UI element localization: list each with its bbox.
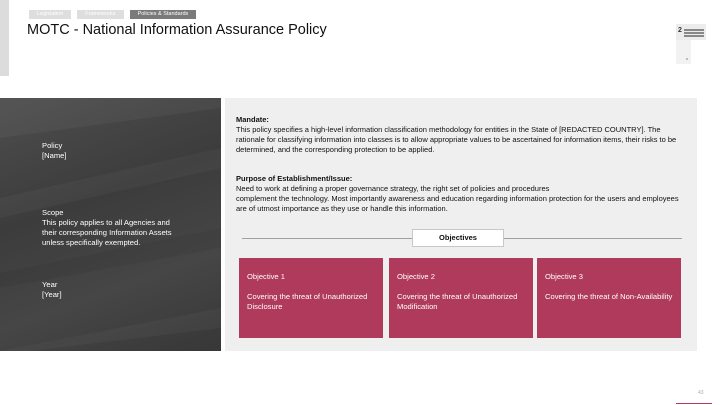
policy-details-panel bbox=[225, 98, 697, 351]
policy-value: [Name] bbox=[42, 151, 67, 160]
tab-legislation[interactable]: Legislation bbox=[29, 10, 71, 19]
purpose-line: Need to work at defining a proper governance strategy, the right set of policies and procedures bbox=[236, 184, 550, 193]
year-block bbox=[42, 280, 62, 300]
policy-block bbox=[42, 141, 66, 161]
scope-line: their corresponding Information Assets bbox=[42, 228, 172, 237]
purpose-line: complement the technology. Most importantly awareness and education regarding information protection for the users and employees are of utmost importance as they use or handle this information. bbox=[236, 194, 679, 213]
policy-label: Policy bbox=[42, 141, 63, 150]
breadcrumb-tabs bbox=[29, 10, 196, 19]
objectives-label: Objectives bbox=[412, 229, 504, 247]
objective-description: Covering the threat of Unauthorized Disclosure bbox=[247, 292, 368, 311]
scope-line: unless specifically exempted. bbox=[42, 238, 141, 247]
scope-label: Scope bbox=[42, 208, 64, 217]
page-number: 43 bbox=[698, 390, 704, 396]
purpose-section bbox=[236, 174, 686, 214]
scope-block bbox=[42, 208, 172, 248]
policy-info-panel bbox=[0, 98, 221, 351]
tab-policies-standards[interactable]: Policies & Standards bbox=[130, 10, 197, 19]
purpose-heading: Purpose of Establishment/Issue: bbox=[236, 174, 353, 183]
objective-card-1 bbox=[239, 258, 383, 338]
objective-title: Objective 2 bbox=[397, 272, 435, 281]
mandate-section bbox=[236, 115, 686, 155]
mandate-heading: Mandate: bbox=[236, 115, 269, 124]
objective-card-3 bbox=[537, 258, 681, 338]
mandate-body: This policy specifies a high-level information classification methodology for entities in the State of [REDACTED COUNTRY]. The rationale for classifying information into classes is to allow appropriate values to be ascertained for information items, their risks to be determined, and the corresponding protection to be applied. bbox=[236, 125, 677, 154]
logo bbox=[676, 24, 706, 64]
footer-accent-line bbox=[676, 403, 712, 404]
scope-line: This policy applies to all Agencies and bbox=[42, 218, 170, 227]
logo-number: 2 bbox=[678, 27, 682, 34]
objective-title: Objective 1 bbox=[247, 272, 285, 281]
page-title: MOTC - National Information Assurance Policy bbox=[27, 22, 327, 38]
objective-description: Covering the threat of Non-Availability bbox=[545, 292, 673, 301]
objective-title: Objective 3 bbox=[545, 272, 583, 281]
tab-frameworks[interactable]: Frameworks bbox=[77, 10, 123, 19]
objective-card-2 bbox=[389, 258, 533, 338]
objective-description: Covering the threat of Unauthorized Modification bbox=[397, 292, 518, 311]
left-accent-strip bbox=[0, 0, 9, 76]
year-label: Year bbox=[42, 280, 58, 289]
year-value: [Year] bbox=[42, 290, 62, 299]
